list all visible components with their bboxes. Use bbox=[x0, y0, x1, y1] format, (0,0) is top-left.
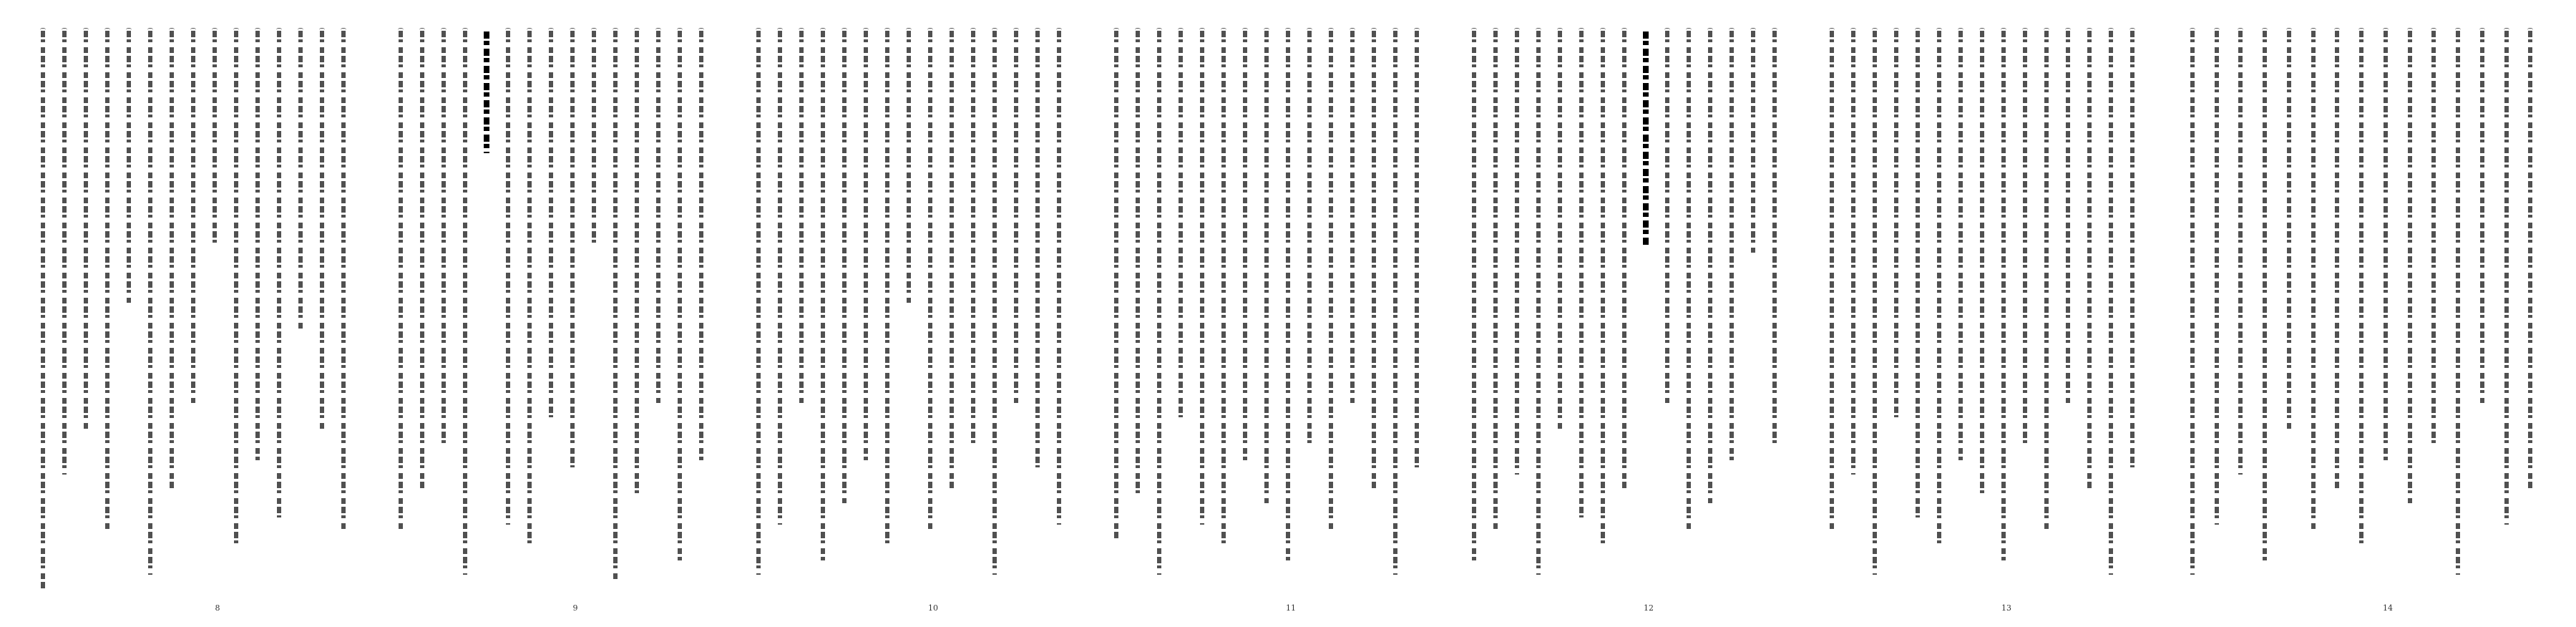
text-column bbox=[950, 31, 954, 489]
text-column bbox=[992, 31, 997, 575]
page-9 bbox=[379, 0, 723, 627]
text-column bbox=[1372, 31, 1376, 489]
text-column bbox=[255, 31, 260, 460]
text-column bbox=[928, 31, 932, 532]
text-column bbox=[635, 31, 639, 496]
text-column bbox=[656, 31, 660, 403]
text-column bbox=[298, 31, 303, 331]
page-number: 12 bbox=[1644, 603, 1654, 613]
text-column bbox=[1329, 31, 1333, 532]
text-column bbox=[2263, 31, 2267, 560]
text-column bbox=[2215, 31, 2219, 525]
text-column bbox=[1622, 31, 1626, 489]
text-column bbox=[1350, 31, 1355, 403]
text-column bbox=[191, 31, 195, 403]
text-column bbox=[2408, 31, 2412, 503]
text-column bbox=[864, 31, 868, 460]
text-column bbox=[971, 31, 975, 446]
text-column bbox=[1014, 31, 1018, 403]
page-8 bbox=[21, 0, 365, 627]
text-column bbox=[277, 31, 281, 517]
text-column bbox=[1772, 31, 1777, 446]
page-number: 8 bbox=[215, 603, 220, 613]
text-column bbox=[592, 31, 596, 246]
text-column bbox=[2023, 31, 2027, 446]
text-column bbox=[1286, 31, 1290, 560]
text-column bbox=[1980, 31, 1984, 496]
text-column bbox=[1114, 31, 1118, 539]
text-column bbox=[821, 31, 825, 560]
text-column bbox=[1179, 31, 1183, 417]
text-column bbox=[2044, 31, 2049, 532]
text-column bbox=[1916, 31, 1920, 517]
text-column bbox=[1558, 31, 1562, 432]
text-column bbox=[1307, 31, 1312, 446]
text-column bbox=[1136, 31, 1140, 496]
text-column bbox=[1221, 31, 1226, 546]
text-column bbox=[799, 31, 804, 403]
page-13 bbox=[1810, 0, 2154, 627]
text-column bbox=[2528, 31, 2532, 489]
page-heading bbox=[484, 31, 489, 153]
text-column bbox=[1035, 31, 1040, 467]
text-column bbox=[527, 31, 532, 546]
text-column bbox=[105, 31, 109, 532]
text-column bbox=[778, 31, 782, 525]
text-column bbox=[1515, 31, 1519, 475]
text-column bbox=[756, 31, 761, 575]
text-column bbox=[320, 31, 324, 432]
text-column bbox=[1057, 31, 1061, 525]
text-column bbox=[1894, 31, 1898, 417]
text-column bbox=[2109, 31, 2113, 575]
text-column bbox=[1830, 31, 1834, 532]
text-column bbox=[1873, 31, 1877, 575]
text-column bbox=[1751, 31, 1755, 253]
text-column bbox=[1665, 31, 1669, 403]
page-number: 11 bbox=[1286, 603, 1296, 613]
text-column bbox=[84, 31, 88, 432]
text-column bbox=[1687, 31, 1691, 532]
page-heading bbox=[1643, 31, 1649, 246]
text-column bbox=[1264, 31, 1269, 503]
text-column bbox=[41, 31, 45, 589]
text-column bbox=[2431, 31, 2436, 446]
text-column bbox=[2066, 31, 2070, 403]
text-column bbox=[2190, 31, 2195, 575]
text-column bbox=[1393, 31, 1397, 575]
text-column bbox=[842, 31, 847, 503]
text-column bbox=[2384, 31, 2388, 460]
text-column bbox=[506, 31, 510, 525]
text-column bbox=[213, 31, 217, 246]
text-column bbox=[2456, 31, 2460, 575]
text-column bbox=[463, 31, 467, 575]
page-number: 9 bbox=[572, 603, 578, 613]
text-column bbox=[885, 31, 889, 546]
text-column bbox=[170, 31, 174, 489]
text-column bbox=[2130, 31, 2135, 467]
text-column bbox=[62, 31, 67, 475]
text-column bbox=[399, 31, 403, 532]
text-column bbox=[907, 31, 911, 303]
text-column bbox=[420, 31, 424, 489]
text-column bbox=[2480, 31, 2484, 403]
text-column bbox=[2311, 31, 2316, 532]
text-column bbox=[1243, 31, 1247, 460]
text-column bbox=[1157, 31, 1161, 575]
text-column bbox=[1200, 31, 1204, 525]
text-column bbox=[570, 31, 575, 467]
page-12 bbox=[1453, 0, 1796, 627]
text-column bbox=[2359, 31, 2363, 546]
text-column bbox=[2287, 31, 2291, 432]
text-column bbox=[441, 31, 446, 446]
text-column bbox=[1493, 31, 1498, 532]
text-column bbox=[549, 31, 553, 417]
page-14 bbox=[2168, 0, 2555, 627]
text-column bbox=[1937, 31, 1941, 546]
page-10 bbox=[737, 0, 1080, 627]
text-column bbox=[1958, 31, 1963, 460]
text-column bbox=[613, 31, 618, 582]
page-11 bbox=[1095, 0, 1438, 627]
text-column bbox=[1472, 31, 1476, 560]
text-column bbox=[1708, 31, 1712, 503]
text-column bbox=[127, 31, 131, 303]
text-column bbox=[678, 31, 682, 560]
text-column bbox=[1536, 31, 1541, 575]
text-column bbox=[1415, 31, 1419, 467]
text-column bbox=[2335, 31, 2339, 489]
page-number: 10 bbox=[928, 603, 938, 613]
text-column bbox=[699, 31, 703, 460]
text-column bbox=[1579, 31, 1584, 517]
text-column bbox=[1851, 31, 1855, 475]
text-column bbox=[1601, 31, 1605, 546]
text-column bbox=[2001, 31, 2006, 560]
text-column bbox=[341, 31, 346, 532]
text-column bbox=[2087, 31, 2092, 489]
text-column bbox=[148, 31, 152, 575]
text-column bbox=[2504, 31, 2509, 525]
text-column bbox=[1729, 31, 1734, 460]
text-column bbox=[2238, 31, 2243, 475]
page-number: 13 bbox=[2001, 603, 2011, 613]
text-column bbox=[234, 31, 238, 546]
page-number: 14 bbox=[2383, 603, 2393, 613]
